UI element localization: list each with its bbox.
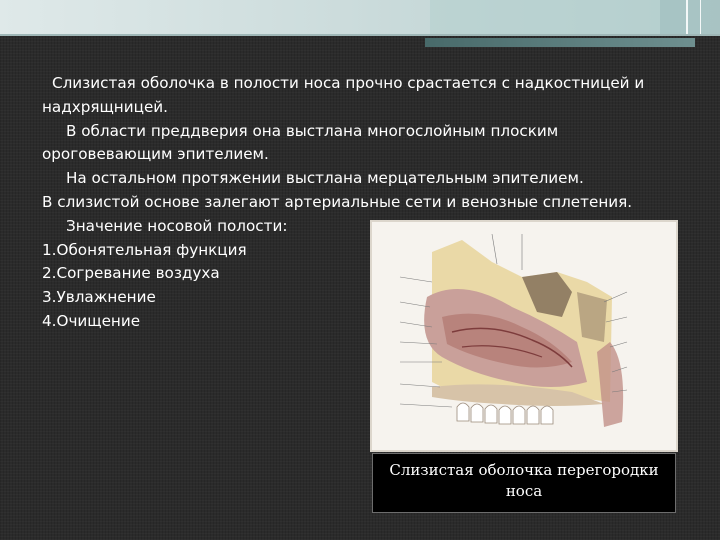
list-item: 1.Обонятельная функция [42,240,247,259]
anatomy-illustration [370,220,678,452]
top-rule [0,34,720,36]
band-line [700,0,701,34]
paragraph: В области преддверия она выстлана многослойным плоским ороговевающим эпителием. [42,121,559,164]
list-item: 3.Увлажнение [42,288,156,307]
band-line [686,0,688,34]
list-heading: Значение носовой полости: [66,216,288,235]
figure-caption: Слизистая оболочка перегородки носа [372,453,676,513]
paragraph: На остальном протяжении выстлана мерцательным эпителием. [66,169,584,188]
list-item: 4.Очищение [42,311,141,330]
paragraph: Слизистая оболочка в полости носа прочно срастается с надкостницей и надхрящницей. [42,74,645,116]
nasal-septum-drawing [372,222,676,450]
accent-bar [425,38,695,47]
band-strip [660,0,720,34]
list-item: 2.Согревание воздуха [42,264,220,283]
band-strip [430,0,680,34]
top-decorative-band [0,0,720,34]
paragraph: В слизистой основе залегают артериальные сети и венозные сплетения. [42,192,633,211]
